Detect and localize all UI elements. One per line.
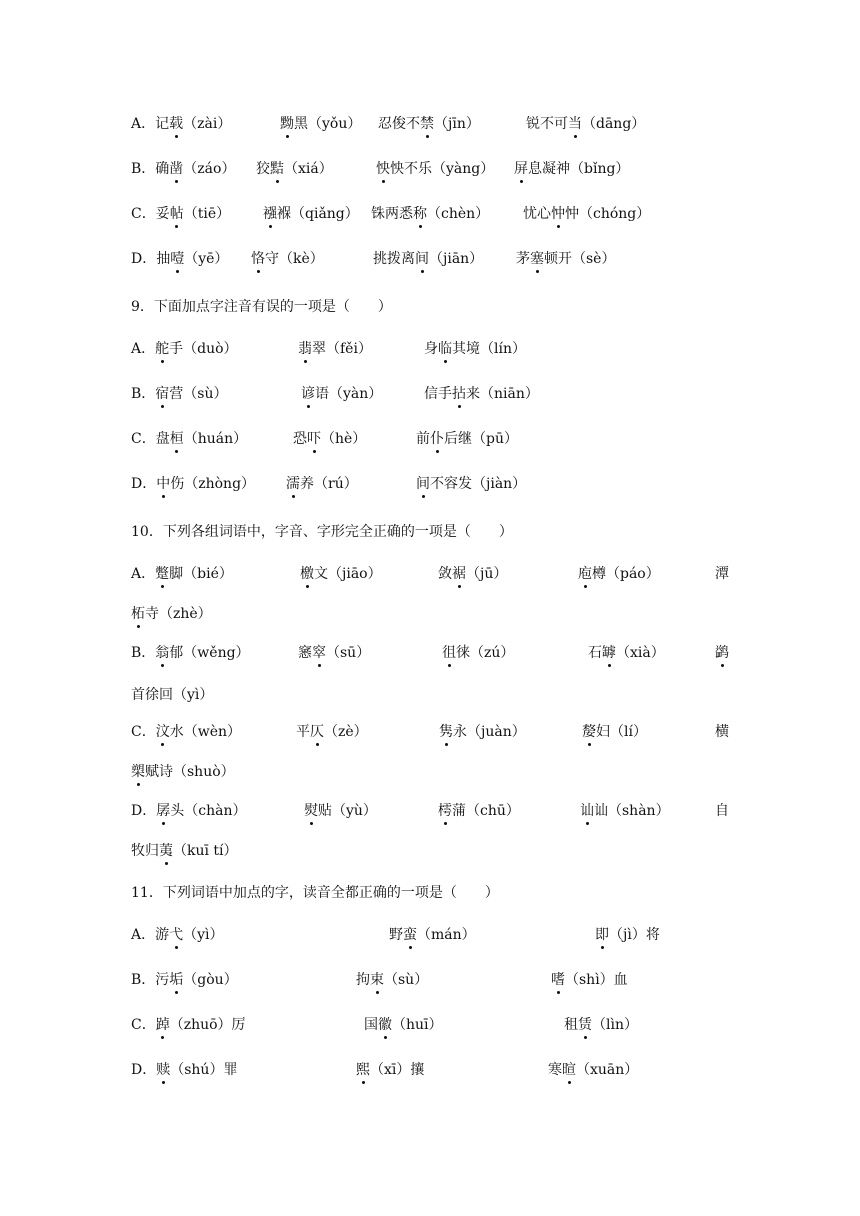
option-item [438,800,520,822]
option-item [131,248,228,270]
option-item [251,248,324,270]
option-item [293,428,366,450]
emphasized-character: 帖 [170,203,184,225]
option-item-text: 拘 [356,972,370,988]
option-letter: C． [131,1017,156,1033]
emphasized-character: 徽 [378,1014,392,1036]
emphasized-character: 拈 [452,383,466,405]
emphasized-character: 舵 [155,338,169,360]
option-letter: B． [131,386,156,402]
emphasized-character: 间 [416,473,430,495]
option-item-text: （zè） [324,724,368,740]
option-item [131,1014,246,1036]
option-letter: A． [131,341,156,357]
emphasized-character: 弋 [169,924,183,946]
q10-option-c-continuation [131,761,235,783]
option-item [582,721,647,743]
option-item-text: 铢两悉 [371,206,413,222]
option-item [280,113,361,135]
emphasized-character: 垢 [169,969,183,991]
option-item-text: 褓（qiǎng） [277,206,359,222]
option-item-text: 前 [416,431,430,447]
option-item [715,800,729,822]
option-letter: B． [131,161,156,177]
option-item-text: （dāng） [582,116,646,132]
option-item-text: （xiá） [284,161,333,177]
option-item-text: 妇（lí） [596,724,647,740]
option-item-text: 来（niān） [466,386,539,402]
option-item [131,428,247,450]
option-item [364,1014,443,1036]
option-item [424,383,539,405]
option-item-text: 锐不可 [526,116,568,132]
emphasized-character: 踔 [156,1014,170,1036]
option-item [131,969,238,991]
option-item [439,721,526,743]
option-item [296,721,368,743]
option-item-text: 茅 [516,251,530,267]
emphasized-character: 宿 [155,383,169,405]
option-item-text: 讪（shàn） [594,803,670,819]
option-item-text: 国 [364,1017,378,1033]
option-item-text: （xià） [616,645,665,661]
option-item-text: 游 [155,927,170,943]
option-letter: A． [131,116,156,132]
option-item [131,473,255,495]
option-item-text: 蒲（chū） [452,803,520,819]
option-continuation-text: （kuī tí） [173,843,238,859]
emphasized-character: 蹩 [155,563,169,585]
option-letter: D． [131,251,157,267]
emphasized-character: 蛮 [403,924,417,946]
emphasized-character: 谚 [301,383,315,405]
option-item-text: 狡 [256,161,270,177]
option-item [373,248,483,270]
option-continuation-text: 寺（zhè） [145,606,212,622]
option-item-text: （sū） [326,645,371,661]
option-item-text: 记 [155,116,170,132]
option-item [256,158,333,180]
option-item [416,473,526,495]
option-item [131,563,233,585]
option-item-text: （hè） [321,431,367,447]
option-item-text: 确 [155,161,170,177]
emphasized-character: 怏 [376,158,390,180]
emphasized-character: 仄 [310,721,324,743]
option-item-text: 横 [715,724,729,740]
emphasized-character: 檄 [300,563,314,585]
option-letter: C． [131,724,156,740]
emphasized-character: 束 [370,969,384,991]
emphasized-character: 槊 [131,761,145,783]
option-item [301,383,382,405]
option-item [298,338,372,360]
option-item-text: 不容发（jiàn） [430,476,527,492]
option-item-text: 头（chàn） [170,803,247,819]
emphasized-character: 暄 [562,1059,576,1081]
q10-option-a-continuation [131,603,212,625]
option-item-text: （zài） [183,116,232,132]
option-item-text: 黑（yǒu） [294,116,362,132]
q10-option-b-continuation [131,684,213,706]
emphasized-character: 罅 [602,642,616,664]
option-item [564,1014,638,1036]
option-continuation-text: 首徐回（yì） [131,687,214,703]
option-item-text: （chèn） [427,206,490,222]
emphasized-character: 恪 [251,248,265,270]
option-item-text: 樽（páo） [592,566,660,582]
emphasized-character: 翡 [298,338,312,360]
emphasized-character: 庖 [578,563,592,585]
emphasized-character: 载 [169,113,183,135]
option-item-text: （jū） [466,566,508,582]
option-item [356,969,428,991]
emphasized-character: 忡 [551,203,565,225]
emphasized-character: 熨 [304,800,318,822]
emphasized-character: 嫠 [582,721,596,743]
emphasized-character: 当 [568,113,582,135]
option-item-text: 忧心 [523,206,551,222]
option-item-text: 平 [296,724,310,740]
option-item-text: 忍俊不 [378,116,420,132]
option-item [389,924,476,946]
option-item [526,113,645,135]
option-item-text: 手（duò） [169,341,238,357]
option-item-text: （tiē） [183,206,231,222]
option-item-text: （yì） [183,927,224,943]
option-item-text: （jīn） [434,116,480,132]
option-item-text: 抽 [156,251,171,267]
option-item [376,158,494,180]
emphasized-character: 中 [156,473,170,495]
emphasized-character: 即 [595,924,609,946]
option-item-text: 永（juàn） [453,724,526,740]
option-item-text: 水（wèn） [169,724,242,740]
option-item-text: （sù） [384,972,429,988]
emphasized-character: 吓 [307,428,321,450]
option-item-text: 徕（zú） [456,645,515,661]
emphasized-character: 称 [413,203,427,225]
option-item-text: （jiān） [429,251,484,267]
emphasized-character: 隽 [439,721,453,743]
option-item [131,113,231,135]
option-item [131,721,241,743]
emphasized-character: 噎 [170,248,184,270]
emphasized-character: 徂 [442,642,456,664]
option-item-text: 自 [715,803,729,819]
option-item [131,642,250,664]
option-item [715,721,729,743]
option-item [356,1059,424,1081]
emphasized-character: 裾 [452,563,466,585]
option-item [715,563,729,585]
option-item-text: 怏不乐（yàng） [390,161,495,177]
option-item-text: 后继（pū） [444,431,518,447]
emphasized-character: 塞 [530,248,544,270]
option-item [523,203,650,225]
emphasized-character: 屏 [514,158,528,180]
option-item [416,428,518,450]
option-item [131,203,230,225]
option-item-text: （lìn） [592,1017,638,1033]
option-item-text: 息凝神（bǐng） [528,161,630,177]
emphasized-character: 讪 [580,800,594,822]
option-item [378,113,480,135]
option-item-text: （huán） [183,431,248,447]
emphasized-character: 孱 [156,800,170,822]
emphasized-character: 间 [415,248,429,270]
option-item [548,1059,638,1081]
option-item-text: （jì）将 [609,927,660,943]
option-item [298,642,370,664]
option-item-text: 语（yàn） [315,386,383,402]
option-item-text: 盘 [155,431,170,447]
option-item-text: 其境（lín） [452,341,526,357]
option-item [424,338,526,360]
option-item-text: 顿开（sè） [544,251,616,267]
emphasized-character: 汶 [156,721,170,743]
option-item-text: （shú）罪 [170,1062,238,1078]
option-item [514,158,629,180]
option-item-text: 野 [389,927,403,943]
option-continuation-text: 赋诗（shuò） [145,764,235,780]
emphasized-character: 禁 [420,113,434,135]
option-letter: A． [131,566,156,582]
q10-title: 10．下列各组词语中，字音、字形完全正确的一项是（ ） [131,524,513,540]
option-item-text: 翠（fěi） [312,341,372,357]
option-letter: C． [131,431,156,447]
emphasized-character: 窣 [312,642,326,664]
option-item [580,800,670,822]
option-item [442,642,514,664]
option-item [715,642,729,664]
emphasized-character: 荑 [159,840,173,862]
emphasized-character: 濡 [286,473,300,495]
option-item [286,473,358,495]
emphasized-character: 凿 [169,158,183,180]
emphasized-character: 桓 [170,428,184,450]
option-item-text: （záo） [183,161,236,177]
option-item-text: （huī） [392,1017,443,1033]
emphasized-character: 熙 [356,1059,370,1081]
option-item [300,563,382,585]
option-item-text: 污 [155,972,170,988]
option-item [595,924,660,946]
option-item-text: 潭 [715,566,729,582]
option-item-text: 贴（yù） [318,803,377,819]
emphasized-character: 临 [438,338,452,360]
option-item [263,203,359,225]
q10-option-d-continuation [131,840,238,862]
option-item [131,338,238,360]
option-item-text: 寒 [548,1062,562,1078]
option-item [551,969,628,991]
emphasized-character: 赁 [578,1014,592,1036]
emphasized-character: 仆 [430,428,444,450]
option-item-text: 文（jiāo） [314,566,382,582]
option-item-text: 窸 [298,645,312,661]
option-item-text: 租 [564,1017,578,1033]
option-item-text: 伤（zhòng） [170,476,256,492]
option-item-text: 郁（wěng） [169,645,250,661]
option-item-text: （mán） [417,927,476,943]
emphasized-character: 嗜 [551,969,565,991]
q11-title: 11．下列词语中加点的字，读音全都正确的一项是（ ） [131,885,499,901]
option-item [371,203,489,225]
emphasized-character: 柘 [131,603,145,625]
option-letter: D． [131,1062,157,1078]
option-item-text: 石 [588,645,602,661]
option-item-text: 养（rú） [300,476,358,492]
option-letter: B． [131,645,156,661]
option-letter: A． [131,927,156,943]
emphasized-character: 黠 [270,158,284,180]
option-item-text: （shì）血 [565,972,628,988]
option-letter: C． [131,206,156,222]
option-item-text: 忡（chóng） [565,206,651,222]
option-letter: D． [131,803,157,819]
option-item [516,248,615,270]
option-item-text: （xī）攘 [370,1062,425,1078]
option-item-text: 信手 [424,386,452,402]
option-item-text: 营（sù） [169,386,228,402]
option-item-text: （xuān） [576,1062,639,1078]
option-letter: B． [131,972,156,988]
option-letter: D． [131,476,157,492]
option-item [438,563,507,585]
option-item [131,1059,237,1081]
option-item [131,383,228,405]
emphasized-character: 黝 [280,113,294,135]
emphasized-character: 鹢 [715,642,729,664]
option-continuation-text: 牧归 [131,843,159,859]
option-item [578,563,660,585]
option-item [588,642,665,664]
option-item [131,924,224,946]
option-item-text: 挑拨离 [373,251,415,267]
option-item-text: 妥 [155,206,170,222]
emphasized-character: 翁 [155,642,169,664]
option-item-text: 身 [424,341,438,357]
option-item-text: （gòu） [183,972,238,988]
option-item [304,800,377,822]
option-item [131,800,246,822]
q9-title: 9．下面加点字注音有误的一项是（ ） [131,299,392,315]
emphasized-character: 襁 [263,203,277,225]
option-item-text: 脚（bié） [169,566,233,582]
option-item-text: 恐 [293,431,307,447]
option-item-text: （yē） [184,251,229,267]
emphasized-character: 樗 [438,800,452,822]
option-item-text: （zhuō）厉 [169,1017,246,1033]
option-item-text: 守（kè） [265,251,324,267]
emphasized-character: 赎 [156,1059,170,1081]
option-item [131,158,235,180]
option-item-text: 敛 [438,566,452,582]
